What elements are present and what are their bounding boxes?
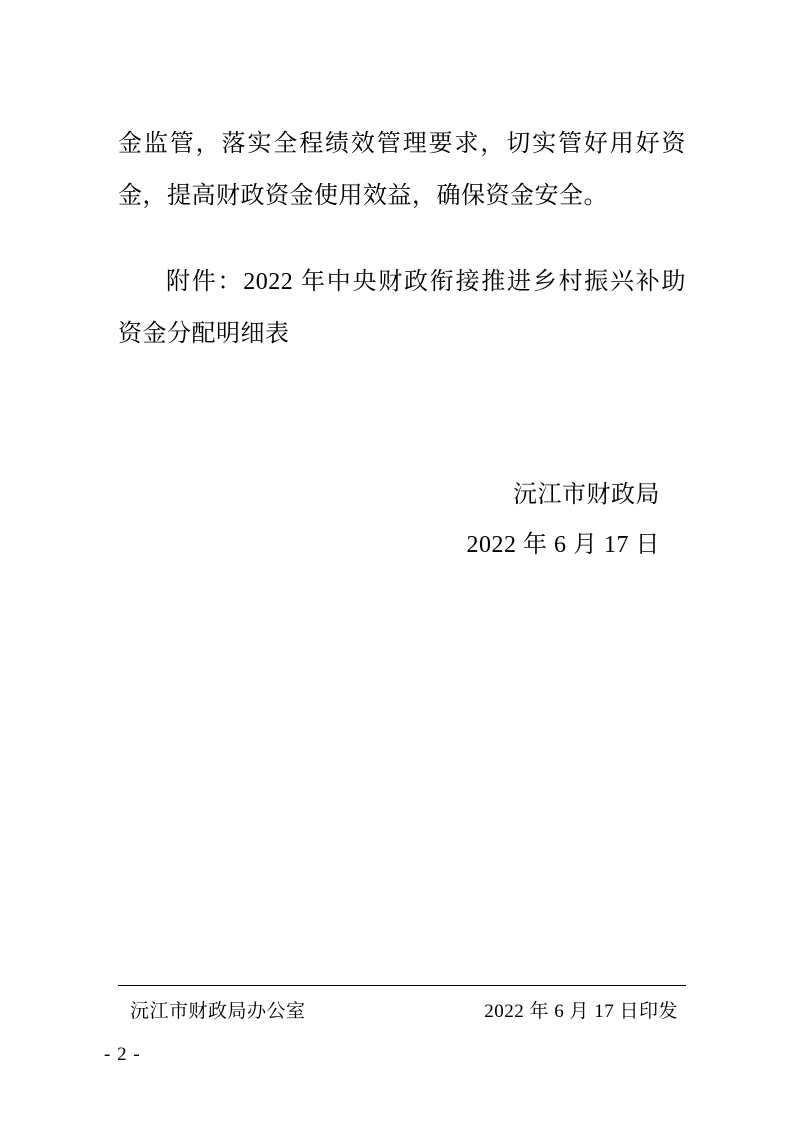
signature-block [118,470,686,570]
footer-divider [118,985,686,986]
document-body [118,118,686,360]
page-number: - 2 - [104,1044,141,1065]
paragraph-continuation: 金监管，落实全程绩效管理要求，切实管好用好资金，提高财政资金使用效益，确保资金安全。 [118,131,686,209]
signature-organization: 沅江市财政局 [513,482,660,508]
footer-issuing-office: 沅江市财政局办公室 [130,1001,306,1022]
footer [118,996,686,1023]
paragraph-attachment: 附件：2022 年中央财政衔接推进乡村振兴补助资金分配明细表 [118,269,686,347]
signature-date: 2022 年 6 月 17 日 [466,532,660,558]
footer-issue-date: 2022 年 6 月 17 日印发 [484,1001,678,1022]
